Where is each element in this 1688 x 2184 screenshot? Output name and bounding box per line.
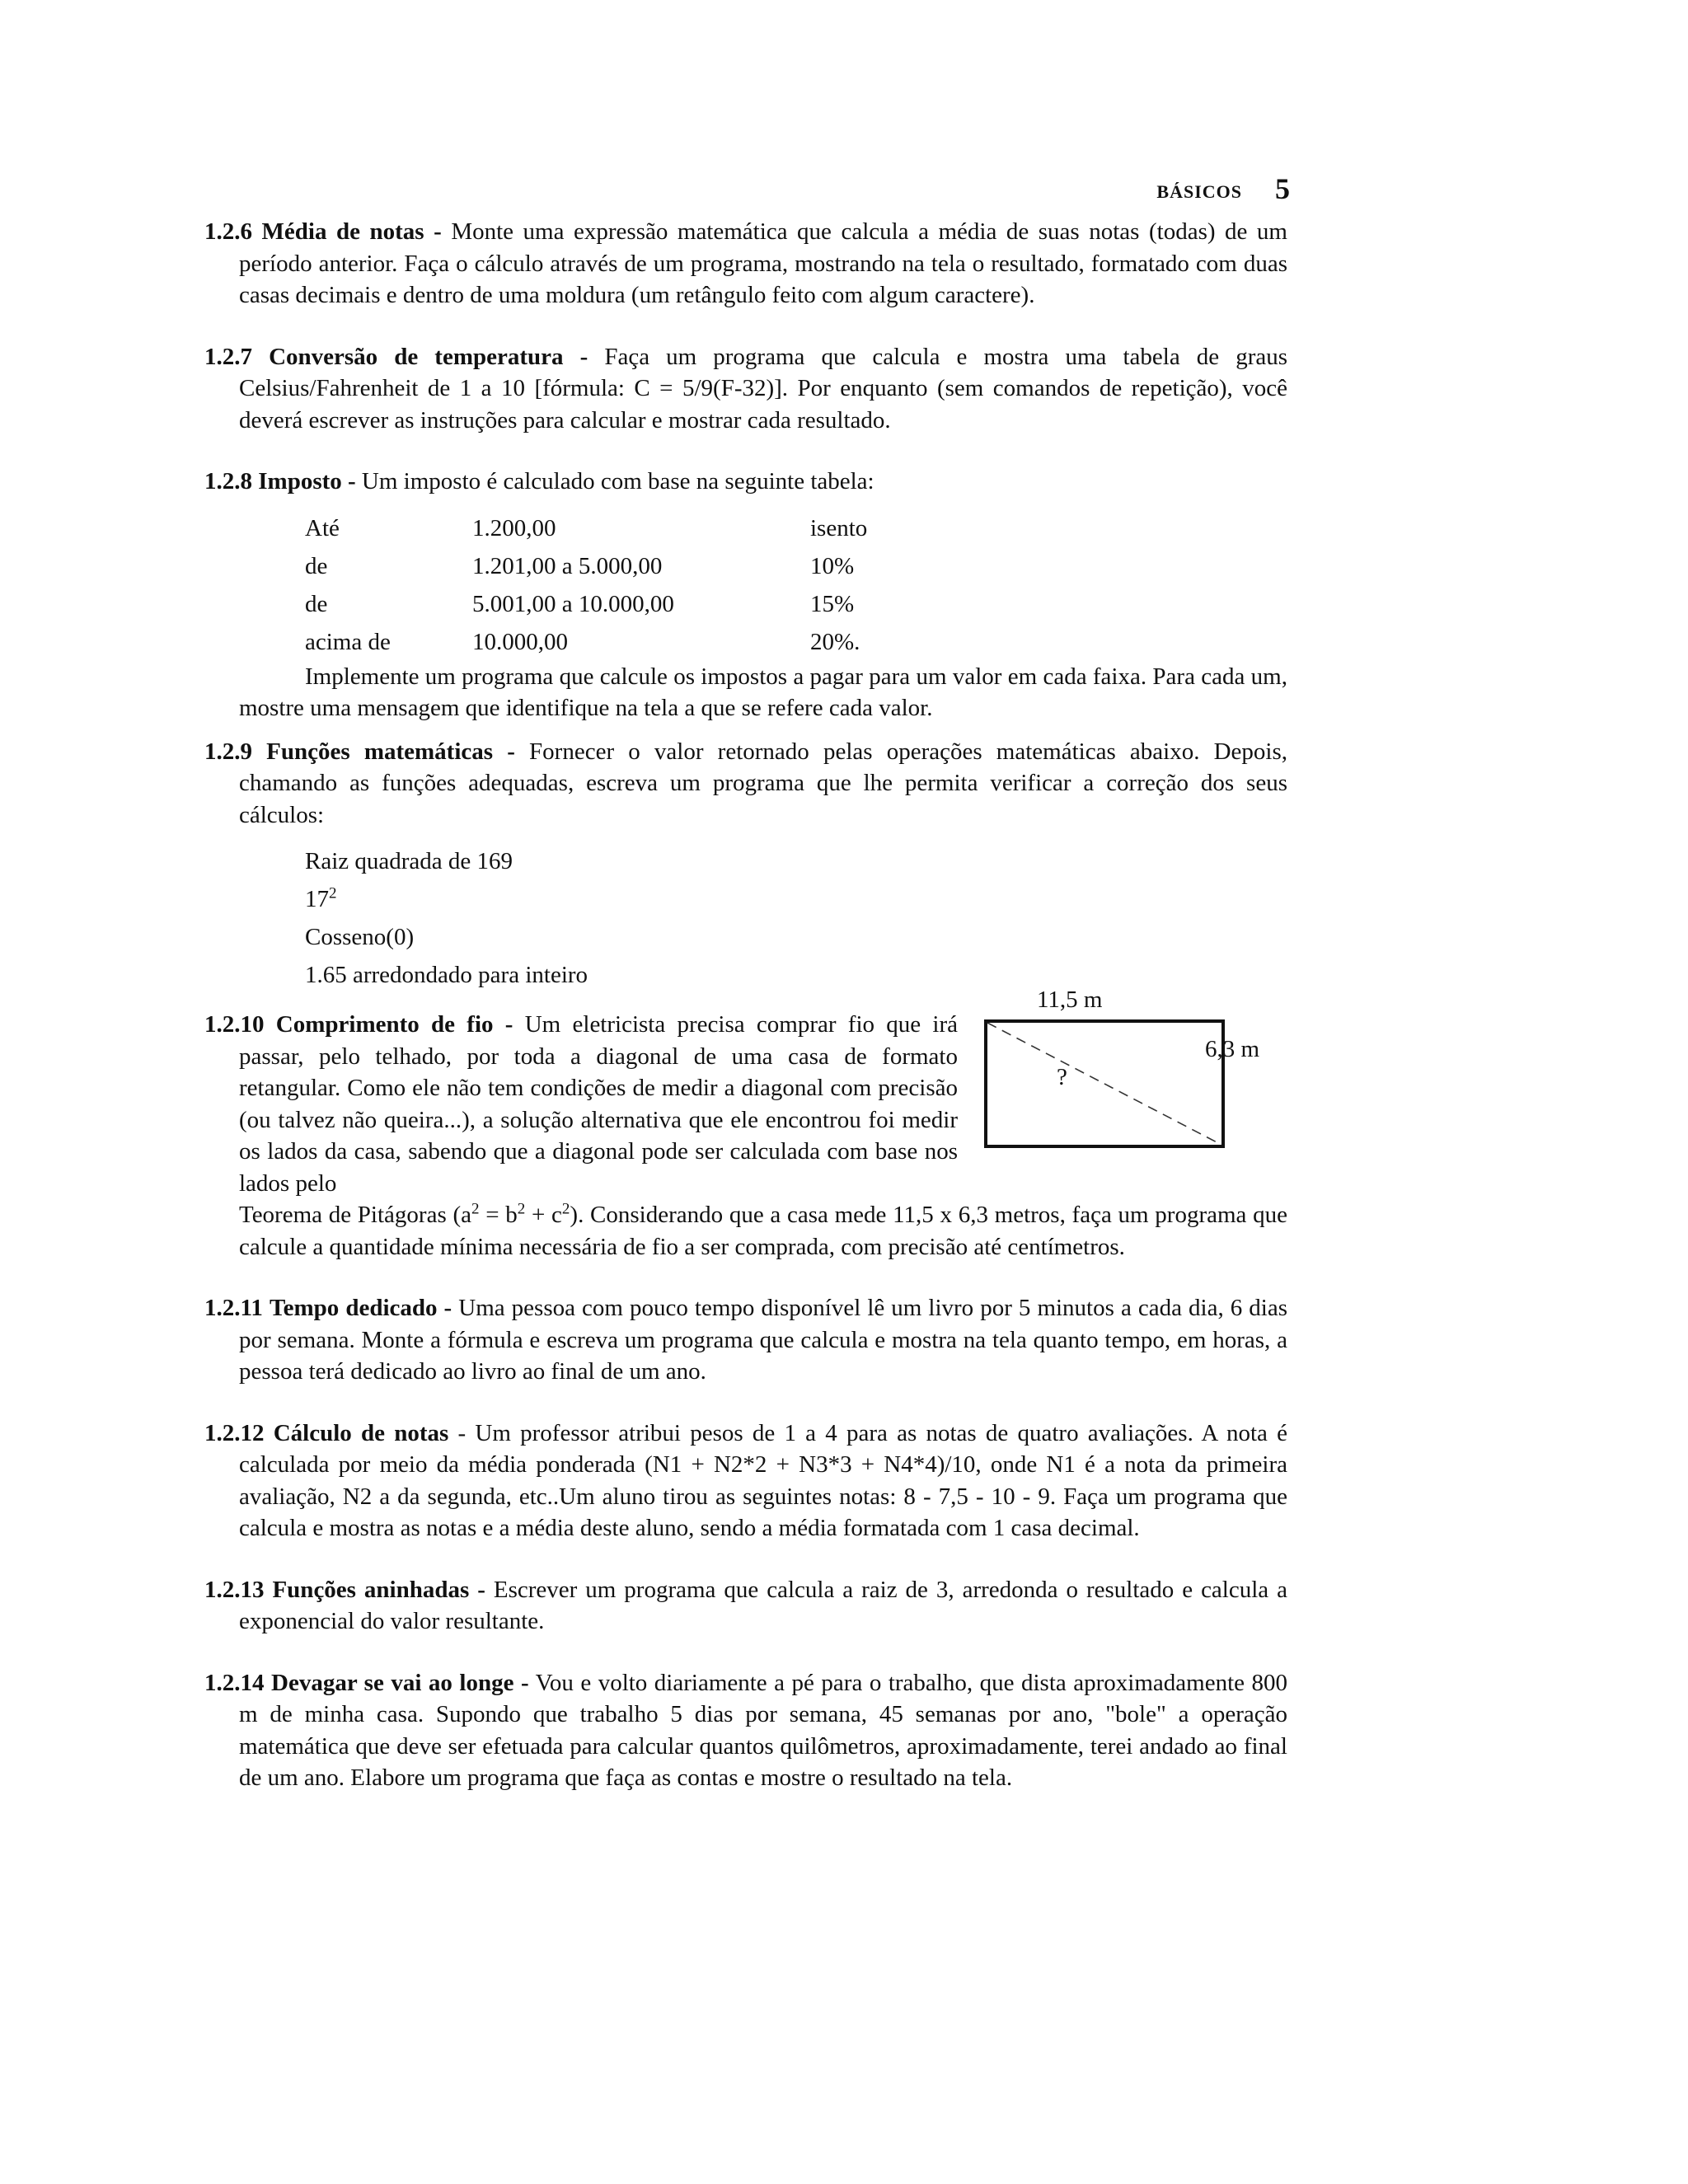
exercise-number: 1.2.10 bbox=[204, 1011, 265, 1038]
tax-row bbox=[305, 623, 1287, 661]
width-label: 11,5 m bbox=[1037, 987, 1103, 1013]
exercise-title: Funções aninhadas - bbox=[272, 1576, 485, 1603]
exercise-title: Tempo dedicado - bbox=[269, 1295, 452, 1321]
height-label: 6,3 m bbox=[1205, 1036, 1260, 1062]
tax-cell: de bbox=[305, 552, 328, 579]
exercise-title: Conversão de temperatura - bbox=[269, 343, 588, 370]
exercise-1-2-13 bbox=[204, 1574, 1287, 1638]
exercise-number: 1.2.14 bbox=[204, 1669, 265, 1696]
operation-round: 1.65 arredondado para inteiro bbox=[305, 962, 588, 988]
exercise-text: Monte uma expressão matemática que calcula a média de suas notas (todas) de um período anterior. Faça o cálculo através de um programa, mostrando na tela o resultado, formatado com duas casas decimais e dentro de uma moldura (um retângulo feito com algum caractere). bbox=[239, 218, 1287, 308]
operation-cosine: Cosseno(0) bbox=[305, 924, 415, 950]
tax-cell: 1.200,00 bbox=[472, 514, 556, 541]
tax-cell: Até bbox=[305, 514, 340, 541]
exercise-1-2-10-text-a bbox=[204, 1009, 958, 1199]
exercise-1-2-11 bbox=[204, 1292, 1287, 1388]
tax-cell: acima de bbox=[305, 628, 391, 655]
page-content bbox=[204, 216, 1287, 1794]
exercise-1-2-7 bbox=[204, 341, 1287, 437]
exercise-text: Escrever um programa que calcula a raiz de 3, arredonda o resultado e calcula a exponencial do valor resultante. bbox=[239, 1576, 1288, 1634]
exercise-title: Cálculo de notas bbox=[273, 1419, 449, 1446]
exercise-text: - Um professor atribui pesos de 1 a 4 para as notas de quatro avaliações. A nota é calculada por meio da média ponderada (N1 + N2*2 + N3*3 + N4*4)/10, onde N1 é a nota da primeira avaliação, N2 a da segunda, etc..Um aluno tirou as seguintes notas: 8 - 7,5 - 10 - 9. Faça um programa que calcula e mostra as notas e a média deste aluno, sendo a média formatada com 1 casa decimal. bbox=[239, 1419, 1288, 1541]
exercise-title: Imposto - bbox=[258, 468, 356, 494]
operation-base: 17 bbox=[305, 886, 329, 912]
exercise-1-2-8 bbox=[204, 466, 1287, 498]
exercise-1-2-8-instructions: Implemente um programa que calcule os impostos a pagar para um valor em cada faixa. Para cada um, mostre uma mensagem que identifique na tela a que se refere cada valor. bbox=[239, 663, 1287, 721]
exercise-number: 1.2.12 bbox=[204, 1419, 265, 1446]
house-diagram bbox=[946, 984, 1292, 1149]
exercise-1-2-10 bbox=[204, 987, 1287, 1263]
exercise-number: 1.2.11 bbox=[204, 1295, 263, 1321]
diagonal-line bbox=[987, 1023, 1221, 1145]
tax-table bbox=[305, 509, 1287, 661]
exercise-number: 1.2.6 bbox=[204, 218, 252, 245]
exercise-number: 1.2.13 bbox=[204, 1576, 265, 1603]
exercise-text: Um imposto é calculado com base na seguinte tabela: bbox=[361, 468, 874, 494]
operation-sqrt: Raiz quadrada de 169 bbox=[305, 848, 513, 874]
exercise-title: Devagar se vai ao longe - bbox=[271, 1669, 529, 1696]
exercise-number: 1.2.9 bbox=[204, 738, 252, 765]
running-title: BÁSICOS bbox=[1156, 181, 1242, 202]
tax-cell: 10% bbox=[810, 552, 855, 579]
operation-square bbox=[305, 880, 1287, 918]
exercise-number: 1.2.8 bbox=[204, 468, 252, 494]
tax-cell: isento bbox=[810, 514, 868, 541]
exercise-1-2-14 bbox=[204, 1667, 1287, 1794]
exercise-text: Fornecer o valor retornado pelas operações matemáticas abaixo. Depois, chamando as funções adequadas, escreva um programa que lhe permita verificar a correção dos seus cálculos: bbox=[239, 738, 1288, 828]
exercise-title: Funções matemáticas - bbox=[266, 738, 515, 765]
math-operations-list bbox=[305, 842, 1287, 994]
tax-row bbox=[305, 547, 1287, 585]
exercise-1-2-6 bbox=[204, 216, 1287, 312]
exercise-1-2-12 bbox=[204, 1418, 1287, 1544]
exercise-1-2-9 bbox=[204, 736, 1287, 832]
page-header bbox=[1137, 171, 1290, 213]
diagonal-unknown-label: ? bbox=[1057, 1064, 1067, 1090]
exercise-text: Uma pessoa com pouco tempo disponível lê um livro por 5 minutos a cada dia, 6 dias por semana. Monte a fórmula e escreva um programa que calcula e mostra na tela quanto tempo, em horas, a pessoa terá dedicado ao livro ao final de um ano. bbox=[239, 1295, 1287, 1385]
tax-row bbox=[305, 509, 1287, 547]
exercise-1-2-10-text-b: Teorema de Pitágoras $(a^2 = b^2 + c^2)$. Considerando que a casa mede 11,5 x 6,3 metros, faça um programa que calcule a quantidade mínima necessária de fio a ser comprada, com precisão até centímetros. bbox=[239, 1200, 1287, 1260]
tax-cell: 15% bbox=[810, 590, 855, 617]
operation-exponent: 2 bbox=[329, 884, 337, 902]
exercise-text: Um eletricista precisa comprar fio que irá passar, pelo telhado, por toda a diagonal de uma casa de formato retangular. Como ele não tem condições de medir a diagonal com precisão (ou talvez não queira...), a solução alternativa que ele encontrou foi medir os lados da casa, sabendo que a diagonal pode ser calculada com base nos lados pelo bbox=[239, 1011, 959, 1197]
exercise-text: Faça um programa que calcula e mostra uma tabela de graus Celsius/Fahrenheit de 1 a 10 [fórmula: C = 5/9(F-32)]. Por enquanto (sem comandos de repetição), você deverá escrever as instruções para calcular e mostrar cada resultado. bbox=[239, 343, 1288, 434]
exercise-title: Média de notas - bbox=[261, 218, 442, 245]
tax-cell: de bbox=[305, 590, 328, 617]
exercise-number: 1.2.7 bbox=[204, 343, 252, 370]
tax-cell: 10.000,00 bbox=[472, 628, 568, 655]
page-number: 5 bbox=[1275, 172, 1290, 205]
tax-cell: 1.201,00 a 5.000,00 bbox=[472, 552, 663, 579]
tax-cell: 5.001,00 a 10.000,00 bbox=[472, 590, 674, 617]
tax-row bbox=[305, 585, 1287, 623]
exercise-title: Comprimento de fio - bbox=[275, 1011, 513, 1038]
tax-cell: 20%. bbox=[810, 628, 860, 655]
exercise-text: Vou e volto diariamente a pé para o trabalho, que dista aproximadamente 800 m de minha casa. Supondo que trabalho 5 dias por semana, 45 semanas por ano, "bole" a operação matemática que deve ser efetuada para calcular quantos quilômetros, aproximadamente, terei andado ao final de um ano. Elabore um programa que faça as contas e mostre o resultado na tela. bbox=[239, 1669, 1288, 1791]
house-rectangle bbox=[946, 984, 1292, 1149]
